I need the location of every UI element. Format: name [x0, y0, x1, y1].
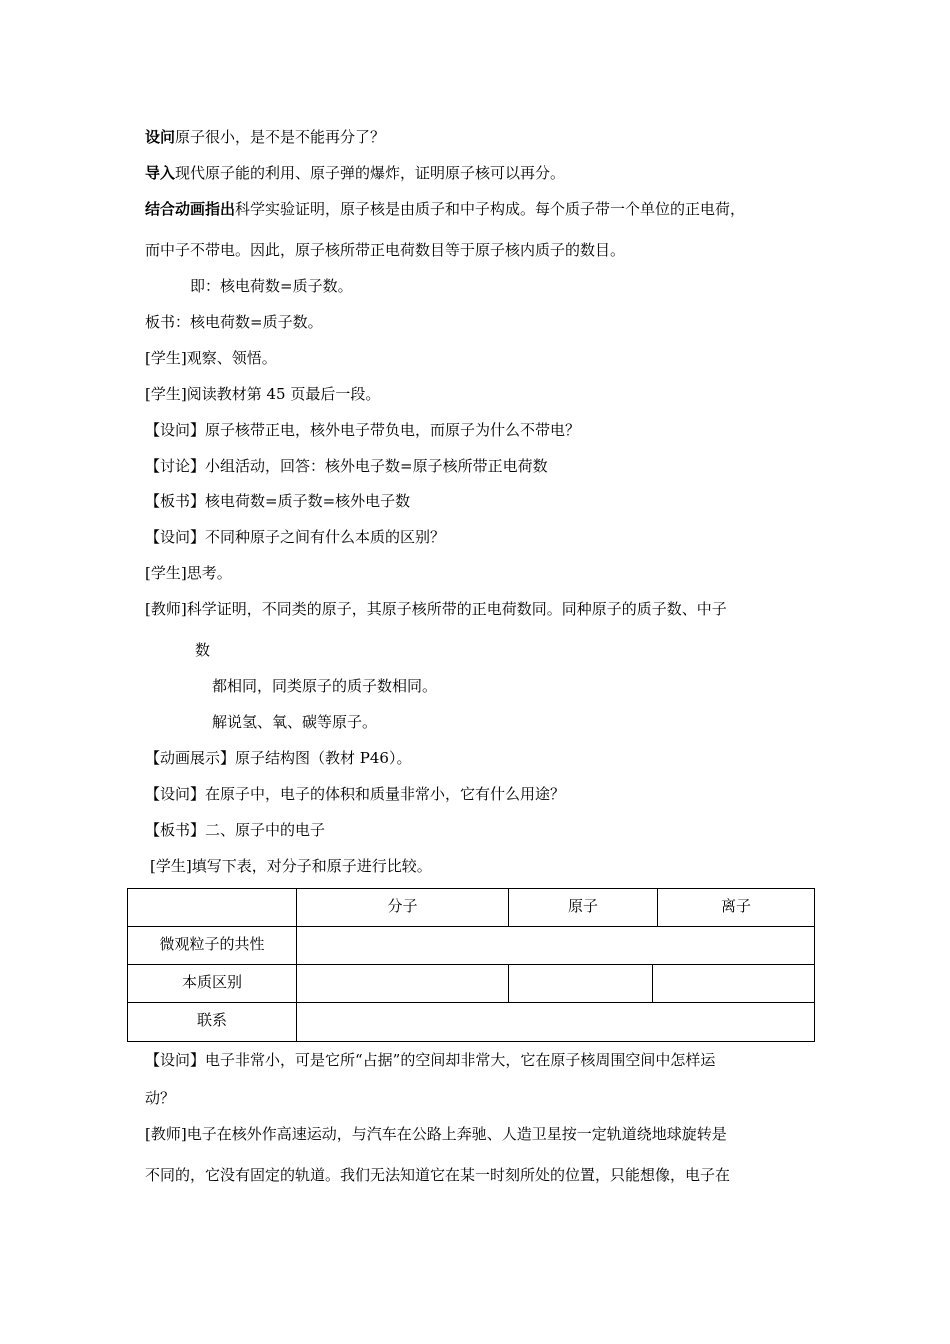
paragraph: 【动画展示】原子结构图（教材 P46）。	[145, 749, 412, 767]
paragraph: 不同的，它没有固定的轨道。我们无法知道它在某一时刻所处的位置，只能想像，电子在	[145, 1166, 731, 1184]
paragraph: 【板书】核电荷数=质子数=核外电子数	[145, 492, 411, 510]
paragraph	[145, 127, 385, 147]
table-row-label: 微观粒子的共性	[127, 926, 297, 965]
table-cell	[296, 964, 509, 1003]
paragraph	[145, 199, 745, 219]
paragraph: 【设问】原子核带正电，核外电子带负电，而原子为什么不带电？	[145, 421, 581, 439]
table-header-cell: 原子	[508, 888, 658, 927]
table-header-cell: 分子	[296, 888, 509, 927]
paragraph: 动？	[145, 1089, 176, 1107]
table-row-label: 本质区别	[127, 964, 297, 1003]
paragraph: 【设问】在原子中，电子的体积和质量非常小，它有什么用途？	[145, 785, 566, 803]
table-header-cell: 离子	[657, 888, 815, 927]
paragraph: [学生]阅读教材第 45 页最后一段。	[145, 385, 381, 403]
table-row-label: 联系	[127, 1002, 297, 1042]
paragraph-text: 科学实验证明，原子核是由质子和中子构成。每个质子带一个单位的正电荷，	[235, 200, 746, 218]
table-cell	[508, 964, 653, 1003]
paragraph-text: 现代原子能的利用、原子弹的爆炸，证明原子核可以再分。	[175, 164, 566, 182]
paragraph-text: 原子很小，是不是不能再分了？	[175, 128, 386, 146]
paragraph: 数	[195, 641, 211, 659]
paragraph: 解说氢、氧、碳等原子。	[212, 713, 378, 731]
paragraph: 【板书】二、原子中的电子	[145, 821, 326, 839]
lead-label: 结合动画指出	[145, 200, 236, 218]
paragraph: 板书：核电荷数=质子数。	[145, 313, 323, 331]
lead-label: 导入	[145, 164, 176, 182]
comparison-table	[127, 888, 815, 1042]
table-header-cell	[127, 888, 297, 927]
paragraph: [教师]科学证明，不同类的原子，其原子核所带的正电荷数同。同种原子的质子数、中子	[145, 600, 727, 618]
paragraph: 【设问】不同种原子之间有什么本质的区别？	[145, 528, 446, 546]
paragraph: [教师]电子在核外作高速运动，与汽车在公路上奔驰、人造卫星按一定轨道绕地球旋转是	[145, 1125, 727, 1143]
table-cell	[296, 1002, 815, 1042]
table-cell	[652, 964, 815, 1003]
lead-label: 设问	[145, 128, 176, 146]
paragraph	[145, 163, 565, 183]
paragraph: 即：核电荷数=质子数。	[190, 277, 353, 295]
paragraph: [学生]填写下表，对分子和原子进行比较。	[150, 857, 432, 875]
paragraph: [学生]思考。	[145, 564, 232, 582]
paragraph: [学生]观察、领悟。	[145, 349, 277, 367]
table-cell	[296, 926, 815, 965]
paragraph: 【设问】电子非常小，可是它所“占据”的空间却非常大，它在原子核周围空间中怎样运	[145, 1051, 716, 1069]
paragraph: 【讨论】小组活动，回答：核外电子数=原子核所带正电荷数	[145, 457, 548, 475]
paragraph: 而中子不带电。因此，原子核所带正电荷数目等于原子核内质子的数目。	[145, 241, 626, 259]
paragraph: 都相同，同类原子的质子数相同。	[212, 677, 438, 695]
